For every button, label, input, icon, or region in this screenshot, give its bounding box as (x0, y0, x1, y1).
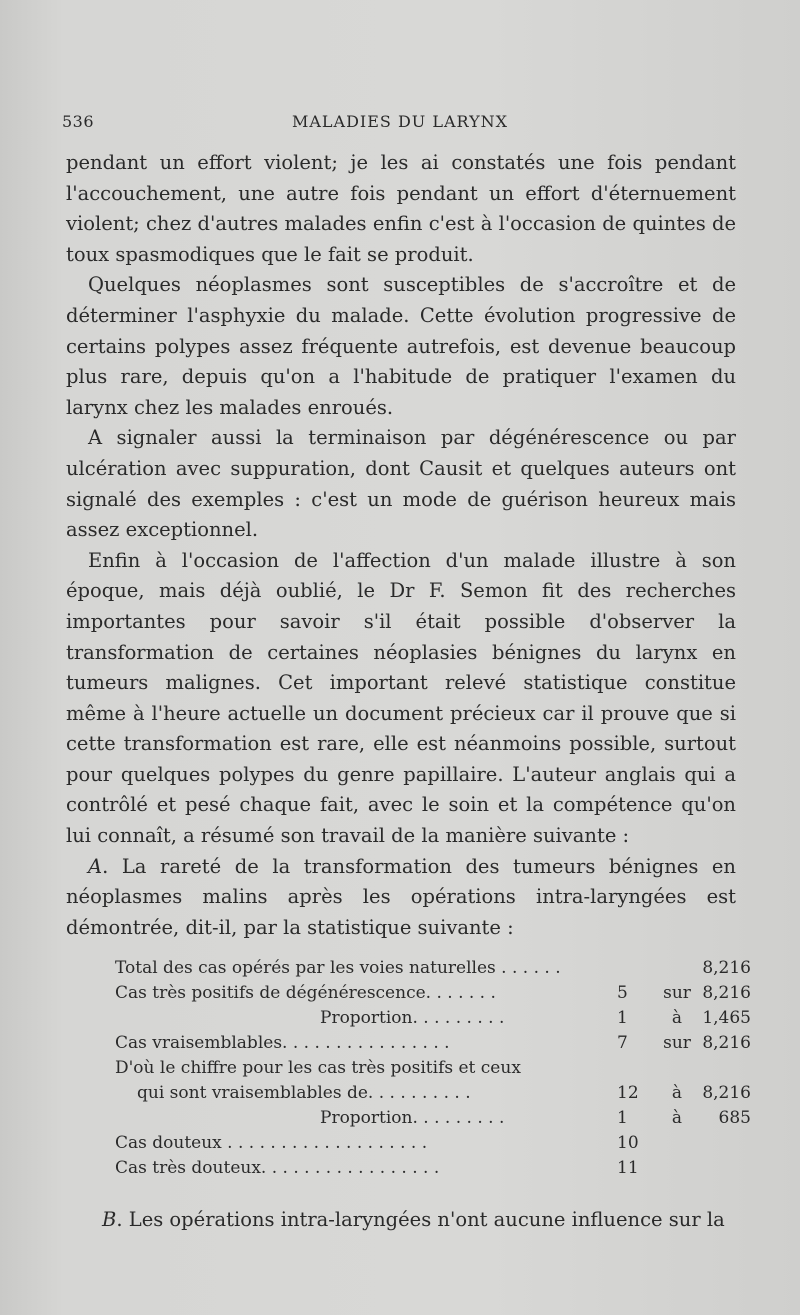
stat-total: 8,216 (702, 1083, 751, 1103)
stat-row (115, 956, 751, 981)
paragraph: Quelques néoplasmes sont susceptibles de s'accroître et de déterminer l'asphyxie du malade. Cette évolution progressive de certains polypes assez fréquente autrefois, est devenue beaucoup plus rare, depuis qu'on a l'habitude de pratiquer l'examen du larynx chez les malades enroués. (66, 273, 736, 419)
stat-connector: à (671, 1083, 683, 1103)
stat-count (617, 1056, 663, 1081)
stat-count: 1 (617, 1008, 628, 1028)
paragraph: A signaler aussi la terminaison par dégénérescence ou par ulcération avec suppuration, dont Causit et quelques auteurs ont signalé des exemples : c'est un mode de guérison heureux mais assez exceptionnel. (66, 426, 736, 542)
stat-connector (663, 1131, 691, 1156)
stat-label: Total des cas opérés par les voies naturelles . . . . . . (115, 958, 561, 978)
stat-row (115, 1031, 751, 1056)
stat-label: D'où le chiffre pour les cas très positifs et ceux (115, 1058, 521, 1078)
stat-count: 1 (617, 1108, 628, 1128)
stat-connector: à (671, 1008, 683, 1028)
stat-total (691, 1156, 751, 1181)
stat-row (115, 1156, 751, 1181)
section-a-text: . La rareté de la transformation des tumeurs bénignes en néoplasmes malins après les opérations intra-laryngées est démontrée, dit-il, par la statistique suivante : (66, 854, 736, 939)
section-a-paragraph (66, 852, 736, 944)
stat-connector (663, 956, 691, 981)
stat-row (115, 1056, 751, 1081)
stat-label: Cas très positifs de dégénérescence. . . . . . . (115, 983, 496, 1003)
stat-connector: sur (663, 1033, 691, 1053)
stat-total: 8,216 (702, 958, 751, 978)
stat-label: qui sont vraisemblables de. . . . . . . . . . (137, 1083, 471, 1103)
paragraph: Enfin à l'occasion de l'affection d'un malade illustre à son époque, mais déjà oublié, le Dr F. Semon fit des recherches importantes pour savoir s'il était possible d'observer la transformation de certaines néoplasies bénignes du larynx en tumeurs malignes. Cet important relevé statistique constitue même à l'heure actuelle un document précieux car il prouve que si cette transformation est rare, elle est néanmoins possible, surtout pour quelques polypes du genre papillaire. L'auteur anglais qui a contrôlé et pesé chaque fait, avec le soin et la compétence qu'on lui connaît, a résumé son travail de la manière suivante : (66, 548, 736, 848)
page-number: 536 (62, 112, 95, 131)
stat-total: 685 (718, 1108, 751, 1128)
stat-row (115, 981, 751, 1006)
stat-connector: sur (663, 983, 691, 1003)
stat-row (115, 1006, 751, 1031)
body-text (66, 148, 736, 943)
stat-row (115, 1131, 751, 1156)
stat-row (115, 1081, 751, 1106)
stat-connector (663, 1056, 691, 1081)
section-b-letter: B (102, 1208, 117, 1231)
stat-count: 7 (617, 1033, 628, 1053)
stat-total: 8,216 (702, 1033, 751, 1053)
section-b-text: . Les opérations intra-laryngées n'ont aucune influence sur la (116, 1208, 725, 1231)
stat-count: 12 (617, 1083, 639, 1103)
stat-row (115, 1106, 751, 1131)
stat-count: 11 (617, 1158, 639, 1178)
stat-label: Proportion. . . . . . . . . (320, 1108, 505, 1128)
stat-label: Cas vraisemblables. . . . . . . . . . . . . . . . (115, 1033, 450, 1053)
stat-total (691, 1056, 751, 1081)
stat-connector: à (671, 1108, 683, 1128)
stat-total (691, 1131, 751, 1156)
stat-connector (663, 1156, 691, 1181)
stat-total: 1,465 (702, 1008, 751, 1028)
statistics-table (115, 956, 751, 1181)
stat-label: Proportion. . . . . . . . . (320, 1008, 505, 1028)
stat-count (617, 956, 663, 981)
stat-count: 10 (617, 1133, 639, 1153)
stat-label: Cas très douteux. . . . . . . . . . . . . . . . . (115, 1158, 440, 1178)
stat-total: 8,216 (702, 983, 751, 1003)
running-title: MALADIES DU LARYNX (291, 112, 509, 131)
stat-label: Cas douteux . . . . . . . . . . . . . . . . . . . (115, 1133, 428, 1153)
section-a-letter: A (88, 854, 103, 878)
page-header (62, 112, 738, 136)
section-b-paragraph (66, 1205, 736, 1235)
stat-count: 5 (617, 983, 628, 1003)
paragraph: pendant un effort violent; je les ai constatés une fois pendant l'accouchement, une autre fois pendant un effort d'éternuement violent; chez d'autres malades enfin c'est à l'occasion de quintes de toux spasmodiques que le fait se produit. (66, 151, 736, 266)
